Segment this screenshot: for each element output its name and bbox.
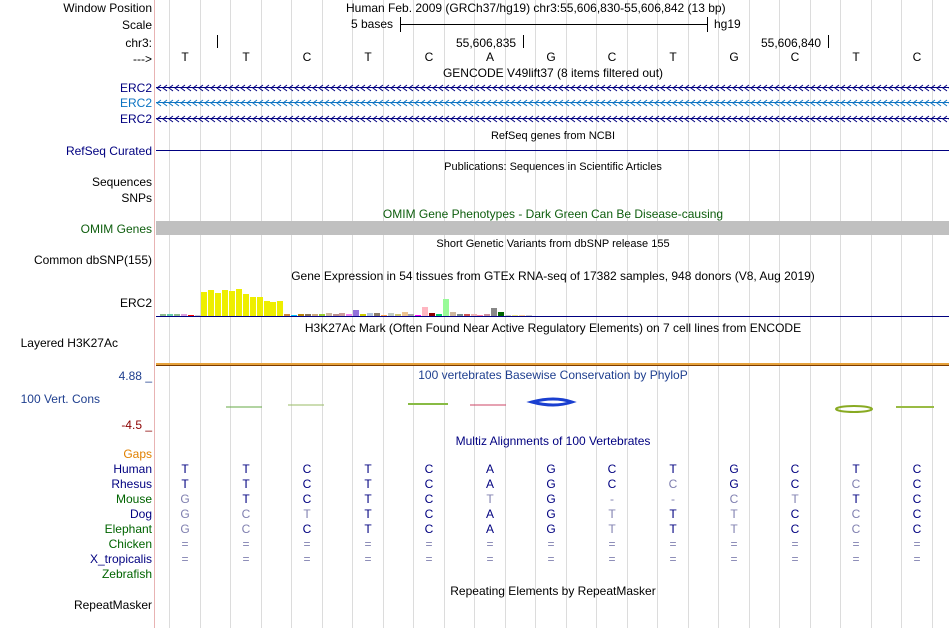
alignment-base: = bbox=[913, 552, 921, 566]
chrom-label: chr3: bbox=[125, 36, 152, 50]
multiz-species-label[interactable]: X_tropicalis bbox=[89, 552, 152, 566]
alignment-base: C bbox=[851, 507, 861, 521]
alignment-base: G bbox=[729, 477, 739, 491]
alignment-base: T bbox=[486, 492, 494, 506]
reference-base: G bbox=[729, 50, 739, 64]
publications-title[interactable]: Publications: Sequences in Scientific Articles bbox=[444, 161, 662, 173]
omim-label[interactable]: OMIM Genes bbox=[80, 222, 152, 236]
gtex-tissue-bar[interactable] bbox=[229, 291, 235, 316]
alignment-base: C bbox=[790, 507, 800, 521]
alignment-base: G bbox=[180, 522, 190, 536]
gene-feature-intron[interactable] bbox=[156, 99, 949, 107]
reference-base: C bbox=[302, 50, 312, 64]
refseq-feature[interactable] bbox=[156, 150, 949, 151]
grid-line bbox=[383, 0, 384, 628]
alignment-base: T bbox=[242, 492, 250, 506]
alignment-base: = bbox=[547, 537, 555, 551]
alignment-base: G bbox=[546, 522, 556, 536]
grid-line bbox=[566, 0, 567, 628]
multiz-title[interactable]: Multiz Alignments of 100 Vertebrates bbox=[455, 434, 651, 448]
refseq-label[interactable]: RefSeq Curated bbox=[65, 144, 152, 158]
gtex-tissue-bar[interactable] bbox=[257, 297, 263, 316]
base-tick bbox=[523, 35, 524, 48]
multiz-gaps-label[interactable]: Gaps bbox=[123, 447, 152, 461]
alignment-base: A bbox=[485, 477, 494, 491]
grid-line bbox=[535, 0, 536, 628]
alignment-base: C bbox=[851, 477, 861, 491]
alignment-base: T bbox=[730, 522, 738, 536]
alignment-base: C bbox=[302, 462, 312, 476]
reference-base: T bbox=[181, 50, 189, 64]
dbsnp-label[interactable]: Common dbSNP(155) bbox=[33, 253, 152, 267]
alignment-base: T bbox=[669, 507, 677, 521]
alignment-base: = bbox=[547, 552, 555, 566]
alignment-base: = bbox=[425, 537, 433, 551]
phylop-signal-glyphs[interactable] bbox=[156, 396, 950, 416]
alignment-base: = bbox=[730, 537, 738, 551]
omim-title[interactable]: OMIM Gene Phenotypes - Dark Green Can Be Disease-causing bbox=[382, 207, 724, 221]
alignment-base: T bbox=[364, 522, 372, 536]
alignment-base: = bbox=[303, 552, 311, 566]
alignment-base: C bbox=[241, 522, 251, 536]
alignment-base: = bbox=[181, 552, 189, 566]
strand-label: ---> bbox=[133, 52, 152, 66]
alignment-base: - bbox=[610, 492, 614, 506]
alignment-base: C bbox=[302, 477, 312, 491]
dbsnp-title[interactable]: Short Genetic Variants from dbSNP release 155 bbox=[436, 238, 670, 250]
refseq-title[interactable]: RefSeq genes from NCBI bbox=[490, 130, 616, 142]
base-tick bbox=[828, 35, 829, 48]
alignment-base: T bbox=[730, 507, 738, 521]
alignment-base: - bbox=[671, 492, 675, 506]
phylop-glyph-c bbox=[836, 406, 872, 412]
alignment-base: = bbox=[486, 537, 494, 551]
label-panel-divider bbox=[154, 0, 155, 628]
position-label-1: 55,606,835 bbox=[456, 36, 517, 50]
publications-label-sequences[interactable]: Sequences bbox=[91, 175, 152, 189]
alignment-base: C bbox=[790, 477, 800, 491]
alignment-base: T bbox=[364, 477, 372, 491]
alignment-base: C bbox=[607, 462, 617, 476]
alignment-base: T bbox=[669, 462, 677, 476]
alignment-base: T bbox=[242, 477, 250, 491]
alignment-base: G bbox=[546, 477, 556, 491]
alignment-base: C bbox=[302, 492, 312, 506]
alignment-base: = bbox=[364, 537, 372, 551]
reference-base: A bbox=[485, 50, 494, 64]
h3k27ac-signal-base bbox=[156, 365, 949, 366]
alignment-base: T bbox=[791, 492, 799, 506]
alignment-base: = bbox=[669, 537, 677, 551]
position-label-2: 55,606,840 bbox=[761, 36, 822, 50]
alignment-base: C bbox=[851, 522, 861, 536]
alignment-base: = bbox=[669, 552, 677, 566]
gtex-tissue-bar[interactable] bbox=[215, 293, 221, 316]
base-tick bbox=[217, 35, 218, 48]
alignment-base: A bbox=[485, 507, 494, 521]
alignment-base: T bbox=[608, 507, 616, 521]
reference-base: G bbox=[546, 50, 556, 64]
gtex-tissue-bar[interactable] bbox=[422, 307, 428, 316]
gtex-tissue-bar[interactable] bbox=[270, 302, 276, 316]
grid-line bbox=[627, 0, 628, 628]
alignment-base: T bbox=[669, 522, 677, 536]
gtex-tissue-bar[interactable] bbox=[243, 294, 249, 316]
gtex-tissue-bar[interactable] bbox=[236, 289, 242, 316]
alignment-base: C bbox=[668, 477, 678, 491]
alignment-base: = bbox=[791, 537, 799, 551]
phylop-label[interactable]: 100 Vert. Cons bbox=[20, 392, 100, 406]
alignment-base: = bbox=[486, 552, 494, 566]
gencode-item-label[interactable]: ERC2 bbox=[119, 96, 152, 110]
alignment-base: G bbox=[729, 462, 739, 476]
scale-assembly: hg19 bbox=[714, 17, 741, 31]
gtex-tissue-bar[interactable] bbox=[491, 308, 497, 316]
window-position-label: Window Position bbox=[63, 1, 152, 15]
alignment-base: G bbox=[546, 507, 556, 521]
phylop-ymax: 4.88 _ bbox=[118, 369, 152, 383]
multiz-species-label[interactable]: Rhesus bbox=[111, 477, 152, 491]
grid-line bbox=[505, 0, 506, 628]
multiz-species-label[interactable]: Mouse bbox=[115, 492, 152, 506]
alignment-base: C bbox=[302, 522, 312, 536]
alignment-base: G bbox=[546, 462, 556, 476]
alignment-base: C bbox=[424, 477, 434, 491]
grid-line bbox=[840, 0, 841, 628]
window-position-value: Human Feb. 2009 (GRCh37/hg19) chr3:55,606,830-55,606,842 (13 bp) bbox=[346, 1, 726, 15]
alignment-base: T bbox=[364, 462, 372, 476]
gtex-baseline bbox=[156, 316, 949, 317]
alignment-base: G bbox=[180, 492, 190, 506]
multiz-species-label[interactable]: Elephant bbox=[104, 522, 152, 536]
alignment-base: C bbox=[912, 492, 922, 506]
scale-label: Scale bbox=[121, 18, 152, 32]
gtex-tissue-bar[interactable] bbox=[443, 299, 449, 316]
alignment-base: T bbox=[181, 462, 189, 476]
alignment-base: C bbox=[729, 492, 739, 506]
publications-label-snps[interactable]: SNPs bbox=[121, 191, 152, 205]
alignment-base: C bbox=[912, 477, 922, 491]
h3k27ac-title[interactable]: H3K27Ac Mark (Often Found Near Active Regulatory Elements) on 7 cell lines from ENCODE bbox=[304, 321, 802, 335]
repeatmasker-label[interactable]: RepeatMasker bbox=[73, 598, 152, 612]
grid-line bbox=[657, 0, 658, 628]
gene-feature-intron[interactable] bbox=[156, 84, 949, 92]
phylop-ymin: -4.5 _ bbox=[121, 418, 152, 432]
multiz-species-label[interactable]: Human bbox=[113, 462, 152, 476]
reference-base: C bbox=[607, 50, 617, 64]
alignment-base: C bbox=[912, 462, 922, 476]
gene-feature-intron[interactable] bbox=[156, 115, 949, 123]
alignment-base: T bbox=[364, 507, 372, 521]
alignment-base: = bbox=[364, 552, 372, 566]
repeatmasker-title[interactable]: Repeating Elements by RepeatMasker bbox=[450, 584, 656, 598]
alignment-base: T bbox=[364, 492, 372, 506]
alignment-base: = bbox=[913, 537, 921, 551]
alignment-base: C bbox=[424, 492, 434, 506]
reference-base: T bbox=[852, 50, 860, 64]
reference-base: C bbox=[424, 50, 434, 64]
alignment-base: C bbox=[790, 462, 800, 476]
alignment-base: = bbox=[730, 552, 738, 566]
gtex-label[interactable]: ERC2 bbox=[119, 296, 152, 310]
alignment-base: T bbox=[181, 477, 189, 491]
alignment-base: G bbox=[180, 507, 190, 521]
grid-line bbox=[871, 0, 872, 628]
gtex-tissue-bar[interactable] bbox=[208, 290, 214, 316]
phylop-title[interactable]: 100 vertebrates Basewise Conservation by PhyloP bbox=[418, 368, 688, 382]
alignment-base: C bbox=[424, 522, 434, 536]
grid-line bbox=[901, 0, 902, 628]
alignment-base: = bbox=[608, 537, 616, 551]
grid-line bbox=[718, 0, 719, 628]
reference-base: C bbox=[790, 50, 800, 64]
alignment-base: G bbox=[546, 492, 556, 506]
multiz-species-label[interactable]: Dog bbox=[129, 507, 152, 521]
reference-base: T bbox=[242, 50, 250, 64]
omim-feature-bar[interactable] bbox=[156, 221, 949, 235]
gencode-title[interactable]: GENCODE V49lift37 (8 items filtered out) bbox=[442, 66, 664, 80]
gencode-item-label[interactable]: ERC2 bbox=[119, 81, 152, 95]
grid-line bbox=[291, 0, 292, 628]
grid-line bbox=[749, 0, 750, 628]
phylop-glyph-g bbox=[532, 399, 572, 405]
alignment-base: A bbox=[485, 462, 494, 476]
alignment-base: C bbox=[912, 522, 922, 536]
multiz-species-label[interactable]: Zebrafish bbox=[101, 567, 152, 581]
alignment-base: = bbox=[181, 537, 189, 551]
alignment-base: C bbox=[424, 462, 434, 476]
gtex-tissue-bar[interactable] bbox=[250, 297, 256, 316]
multiz-species-label[interactable]: Chicken bbox=[108, 537, 152, 551]
alignment-base: C bbox=[241, 507, 251, 521]
alignment-base: = bbox=[852, 552, 860, 566]
grid-line bbox=[779, 0, 780, 628]
gtex-tissue-bar[interactable] bbox=[222, 290, 228, 316]
alignment-base: C bbox=[424, 507, 434, 521]
alignment-base: A bbox=[485, 522, 494, 536]
alignment-base: = bbox=[608, 552, 616, 566]
alignment-base: = bbox=[791, 552, 799, 566]
alignment-base: T bbox=[303, 507, 311, 521]
gtex-tissue-bar[interactable] bbox=[277, 301, 283, 316]
grid-line bbox=[932, 0, 933, 628]
scale-value: 5 bases bbox=[351, 17, 394, 31]
grid-line bbox=[596, 0, 597, 628]
alignment-base: = bbox=[303, 537, 311, 551]
alignment-base: = bbox=[242, 537, 250, 551]
reference-base: C bbox=[912, 50, 922, 64]
gtex-tissue-bar[interactable] bbox=[201, 292, 207, 316]
alignment-base: T bbox=[608, 522, 616, 536]
alignment-base: T bbox=[852, 492, 860, 506]
alignment-base: T bbox=[852, 462, 860, 476]
gencode-item-label[interactable]: ERC2 bbox=[119, 112, 152, 126]
reference-base: T bbox=[669, 50, 677, 64]
alignment-base: C bbox=[790, 522, 800, 536]
alignment-base: = bbox=[425, 552, 433, 566]
alignment-base: C bbox=[912, 507, 922, 521]
alignment-base: T bbox=[242, 462, 250, 476]
alignment-base: = bbox=[242, 552, 250, 566]
gtex-title[interactable]: Gene Expression in 54 tissues from GTEx RNA-seq of 17382 samples, 948 donors (V8, Aug 2019) bbox=[291, 269, 815, 283]
reference-base: T bbox=[364, 50, 372, 64]
h3k27ac-label[interactable]: Layered H3K27Ac bbox=[20, 336, 118, 350]
grid-line bbox=[688, 0, 689, 628]
grid-line bbox=[810, 0, 811, 628]
alignment-base: C bbox=[607, 477, 617, 491]
alignment-base: = bbox=[852, 537, 860, 551]
